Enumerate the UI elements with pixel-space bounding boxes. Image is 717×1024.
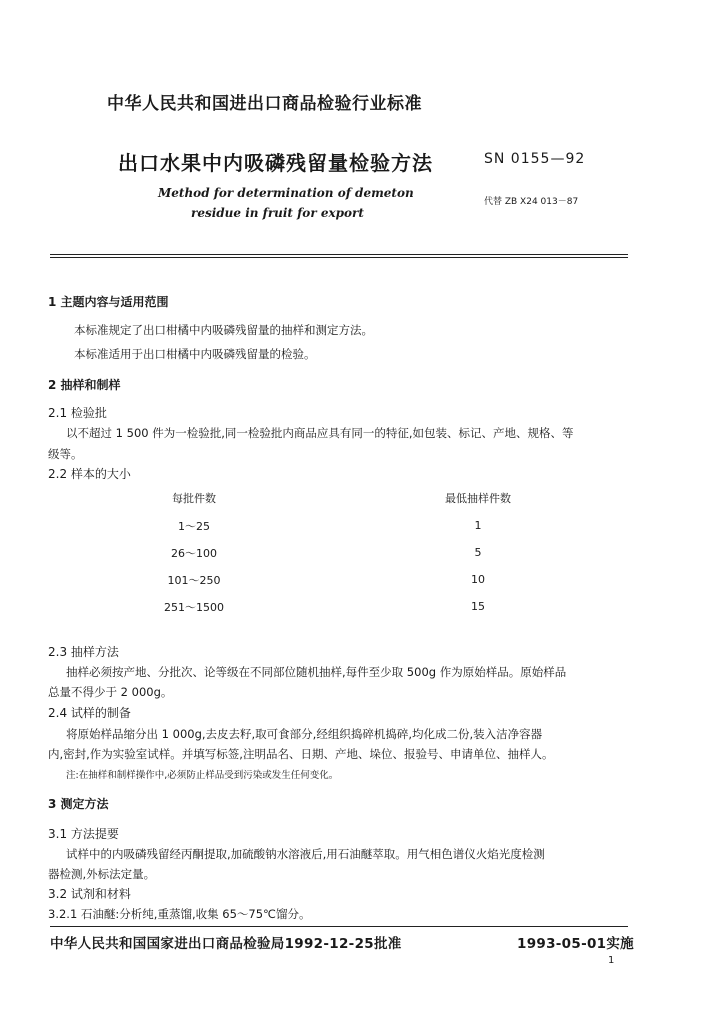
table-row (140, 539, 708, 566)
english-title-line2: residue in fruit for export (191, 206, 364, 220)
table-cell-lot-size: 101～250 (167, 573, 221, 587)
section-2-1-line-2: 级等。 (48, 447, 83, 461)
section-3-1-heading: 3.1 方法提要 (48, 827, 119, 841)
table-row (140, 566, 708, 593)
section-2-3-heading: 2.3 抽样方法 (48, 645, 119, 659)
section-3-1-line-2: 器检测,外标法定量。 (48, 867, 156, 881)
section-3-2-1-line: 3.2.1 石油醚:分析纯,重蒸馏,收集 65～75℃馏分。 (48, 907, 311, 921)
document-title: 出口水果中内吸磷残留量检验方法 (118, 151, 433, 175)
table-cell-lot-size: 251～1500 (164, 600, 224, 614)
effective-date: 1993-05-01实施 (517, 936, 634, 952)
table-row (140, 512, 708, 539)
section-1-heading: 1 主题内容与适用范围 (48, 295, 169, 309)
table-header-row (140, 484, 708, 512)
replaces-standard: 代替 ZB X24 013－87 (484, 197, 579, 207)
section-1-paragraph-1: 本标准规定了出口柑橘中内吸磷残留量的抽样和测定方法。 (74, 323, 373, 337)
section-2-4-line-1: 将原始样品缩分出 1 000g,去皮去籽,取可食部分,经组织捣碎机捣碎,均化成二份,装入洁净容器 (66, 727, 543, 741)
table-cell-min-samples: 15 (471, 600, 485, 613)
section-2-4-heading: 2.4 试样的制备 (48, 706, 131, 720)
table-cell-lot-size: 1～25 (178, 519, 210, 533)
page-number: 1 (608, 955, 615, 966)
section-2-2-heading: 2.2 样本的大小 (48, 467, 131, 481)
section-2-1-line-1: 以不超过 1 500 件为一检验批,同一检验批内商品应具有同一的特征,如包装、标记、产地、规格、等 (66, 426, 574, 440)
section-2-4-line-2: 内,密封,作为实验室试样。并填写标签,注明品名、日期、产地、垛位、报验号、申请单位、抽样人。 (48, 747, 554, 761)
table-header-min-samples: 最低抽样件数 (445, 492, 511, 505)
issuer-approval: 中华人民共和国国家进出口商品检验局1992-12-25批准 (50, 936, 402, 952)
footer-divider (50, 926, 628, 927)
section-3-2-heading: 3.2 试剂和材料 (48, 887, 131, 901)
standard-code: SN 0155—92 (484, 151, 586, 167)
header-divider-bottom (50, 257, 628, 258)
table-cell-min-samples: 1 (474, 519, 482, 532)
english-title-line1: Method for determination of demeton (158, 186, 414, 200)
section-2-heading: 2 抽样和制样 (48, 378, 121, 392)
section-2-note: 注:在抽样和制样操作中,必须防止样品受到污染或发生任何变化。 (66, 770, 339, 781)
section-3-heading: 3 测定方法 (48, 797, 109, 811)
table-header-lot-size: 每批件数 (172, 492, 216, 505)
section-3-1-line-1: 试样中的内吸磷残留经丙酮提取,加硫酸钠水溶液后,用石油醚萃取。用气相色谱仪火焰光度检测 (66, 847, 545, 861)
section-1-paragraph-2: 本标准适用于出口柑橘中内吸磷残留量的检验。 (74, 347, 316, 361)
section-2-3-line-1: 抽样必须按产地、分批次、论等级在不同部位随机抽样,每件至少取 500g 作为原始样品。原始样品 (66, 665, 567, 679)
table-row (140, 593, 708, 620)
sample-size-table (140, 484, 708, 620)
table-cell-min-samples: 5 (474, 546, 482, 559)
section-2-3-line-2: 总量不得少于 2 000g。 (48, 685, 173, 699)
table-cell-min-samples: 10 (471, 573, 485, 586)
table-cell-lot-size: 26～100 (171, 546, 217, 560)
section-2-1-heading: 2.1 检验批 (48, 406, 107, 420)
industry-standard-title: 中华人民共和国进出口商品检验行业标准 (107, 94, 422, 114)
header-divider-top (50, 254, 628, 255)
